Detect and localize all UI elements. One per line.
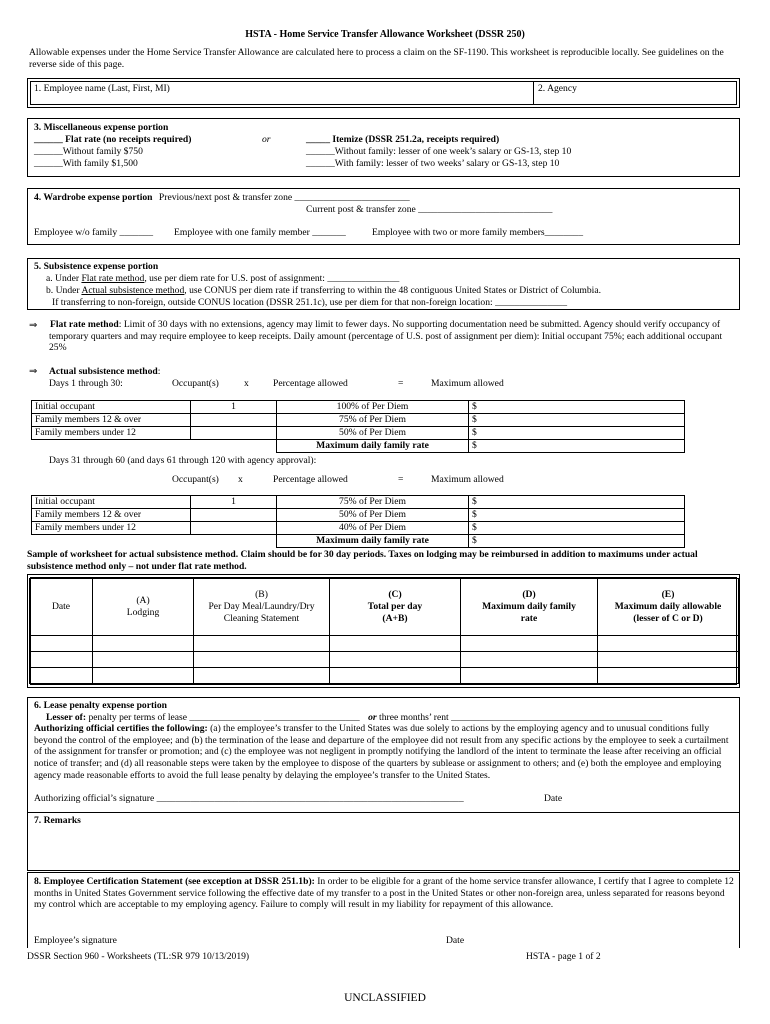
occupant-cell[interactable]: 1	[191, 401, 277, 414]
amount-cell[interactable]: $	[469, 401, 685, 414]
period1-table	[31, 400, 685, 453]
occupants-header: Occupant(s)	[172, 378, 219, 389]
amount-cell[interactable]: $	[469, 509, 685, 522]
itemize-without-option[interactable]: ______Without family: lesser of one week’s salary or GS-13, step 10	[306, 146, 572, 157]
times-header: x	[244, 378, 249, 389]
previous-next-post-field[interactable]: Previous/next post & transfer zone ________________________	[158, 192, 410, 203]
misc-expense-box	[27, 118, 740, 177]
sample-table	[29, 578, 739, 684]
equals-header: =	[398, 378, 404, 389]
actual-method-arrow-icon: ⇒	[29, 366, 38, 377]
table-row: Family members under 12 40% of Per Diem $	[32, 522, 685, 535]
footer-page: HSTA - page 1 of 2	[526, 951, 601, 962]
subsistence-expense-box	[27, 258, 740, 310]
current-post-field[interactable]: Current post & transfer zone ____________________________	[306, 204, 553, 215]
lease-penalty-title: 6. Lease penalty expense portion	[34, 700, 167, 711]
wardrobe-expense-box	[27, 188, 740, 245]
occupant-cell[interactable]	[191, 414, 277, 427]
table-row: Family members under 12 50% of Per Diem $	[32, 427, 685, 440]
percent-header: Percentage allowed	[273, 378, 348, 389]
employee-date-field[interactable]: Date	[446, 935, 465, 946]
remarks-title: 7. Remarks	[34, 815, 81, 826]
amount-cell[interactable]: $	[469, 427, 685, 440]
flat-rate-arrow-icon: ⇒	[29, 320, 38, 331]
table-row: Initial occupant 1 75% of Per Diem $	[32, 496, 685, 509]
table-row[interactable]	[30, 667, 739, 683]
actual-subsistence-line[interactable]: b. Under Actual subsistence method, use CONUS per diem rate if transferring to within the 48 contiguous United States or District of Columbia.	[46, 285, 602, 296]
authorizing-date-field[interactable]: Date	[544, 793, 563, 804]
remarks-box	[27, 812, 740, 871]
sample-note: Sample of worksheet for actual subsistence method. Claim should be for 30 day periods. Taxes on lodging may be reimbursed in addition to maximums under actual subsistence method only – not under flat rate method.	[27, 549, 698, 572]
max-allowed-header: Maximum allowed	[431, 378, 504, 389]
employee-name-field[interactable]	[34, 83, 529, 103]
period2-label: Days 31 through 60 (and days 61 through 120 with agency approval):	[49, 455, 317, 466]
flat-rate-option[interactable]: ______ Flat rate (no receipts required)	[34, 134, 192, 145]
table-row: Maximum daily family rate $	[32, 535, 685, 548]
occupants-header: Occupant(s)	[172, 474, 219, 485]
lodging-column-header: (A) Lodging	[93, 579, 194, 636]
sample-header-row	[30, 579, 739, 636]
times-header: x	[238, 474, 243, 485]
with-family-option[interactable]: ______With family $1,500	[34, 158, 138, 169]
authorizing-certification: Authorizing official certifies the following: (a) the employee’s transfer to the United States was due solely to actions by the employing agency and to unusual conditions fully beyond the control of the employee; and (b) the termination of the lease and departure of the employee did not result from any specific actions by the employee to seek a curtailment of the assignment for transfer or promotion; and (c) the employee was not negligent in promptly notifying the landlord of the intent to terminate the lease after receiving an official notice of transfer; and (d) all reasonable steps were taken by the employee to dispose of the quarters by sublease or assignment to others; and (e) both the employee and employing agency made reasonable efforts to avoid the full lease penalty by delaying the employee’s transfer to the United States.	[34, 723, 729, 781]
employee-wo-family-field[interactable]: Employee w/o family _______	[34, 227, 154, 238]
max-daily-amount-cell[interactable]: $	[469, 535, 685, 548]
occupant-cell[interactable]	[191, 427, 277, 440]
table-row[interactable]	[30, 635, 739, 651]
max-daily-amount-cell[interactable]: $	[469, 440, 685, 453]
agency-label: 2. Agency	[538, 83, 577, 94]
employee-signature-field[interactable]: Employee’s signature	[34, 935, 117, 946]
agency-field[interactable]	[538, 83, 733, 103]
itemize-with-option[interactable]: ______With family: lesser of two weeks’ salary or GS-13, step 10	[306, 158, 560, 169]
max-allowed-header: Maximum allowed	[431, 474, 504, 485]
equals-header: =	[398, 474, 404, 485]
intro-text: Allowable expenses under the Home Service Transfer Allowance are calculated here to process a claim on the SF-1190. This worksheet is reproducible locally. See guidelines on the reverse side of this page.	[29, 47, 724, 70]
lease-penalty-box	[27, 697, 740, 812]
flat-rate-note: Flat rate method: Limit of 30 days with no extensions, agency may limit to fewer days. No supporting documentation need be submitted. Agency should verify occupancy of temporary quarters and may require employee to keep receipts. Daily amount (percentage of U.S. post of assignment per diem): Initial occupant 75%; each additional occupant 25%	[49, 319, 723, 354]
percent-header: Percentage allowed	[273, 474, 348, 485]
flat-rate-line[interactable]: a. Under Flat rate method, use per diem rate for U.S. post of assignment: _______________	[46, 273, 400, 284]
or-text: or	[262, 134, 271, 145]
date-column-header: Date	[30, 579, 93, 636]
max-family-column-header: (D) Maximum daily family rate	[461, 579, 598, 636]
table-row: Family members 12 & over 50% of Per Diem $	[32, 509, 685, 522]
occupant-cell[interactable]: 1	[191, 496, 277, 509]
non-foreign-line[interactable]: If transferring to non-foreign, outside CONUS location (DSSR 251.1c), use per diem for that non-foreign location: _______________	[52, 297, 568, 308]
classification-label: UNCLASSIFIED	[344, 992, 426, 1004]
employee-two-more-field[interactable]: Employee with two or more family members________	[372, 227, 584, 238]
amount-cell[interactable]: $	[469, 522, 685, 535]
employee-certification-box	[27, 872, 740, 948]
amount-cell[interactable]: $	[469, 496, 685, 509]
employee-agency-box	[27, 78, 740, 108]
table-row: Maximum daily family rate $	[32, 440, 685, 453]
occupant-cell[interactable]	[191, 522, 277, 535]
footer-section: DSSR Section 960 - Worksheets (TL:SR 979 10/13/2019)	[27, 951, 250, 962]
lesser-of-line[interactable]: Lesser of: penalty per terms of lease _______________ ____________________ or three months’ rent ____________________________________________	[46, 712, 663, 723]
remarks-input[interactable]	[34, 829, 734, 867]
certification-statement: 8. Employee Certification Statement (see exception at DSSR 251.1b): In order to be eligible for a grant of the home service transfer allowance, I certify that I agree to complete 12 months in United States Government service following the effective date of my transfer to a post in the United States or other non-foreign area, unless separated for reasons beyond my control which are acceptable to my employing agency. Failure to comply will result in my liability for repayment of this allowance.	[34, 876, 734, 911]
period2-table	[31, 495, 685, 548]
table-row: Initial occupant 1 100% of Per Diem $	[32, 401, 685, 414]
subsistence-title: 5. Subsistence expense portion	[34, 261, 159, 272]
employee-name-label: 1. Employee name (Last, First, MI)	[34, 83, 170, 94]
total-column-header: (C) Total per day (A+B)	[330, 579, 461, 636]
actual-method-title: Actual subsistence method:	[49, 366, 161, 377]
without-family-option[interactable]: ______Without family $750	[34, 146, 143, 157]
authorizing-signature-field[interactable]: Authorizing official’s signature ________________________________________________________________	[34, 793, 464, 804]
max-allowable-column-header: (E) Maximum daily allowable (lesser of C or D)	[598, 579, 739, 636]
period1-label: Days 1 through 30:	[49, 378, 123, 389]
page-title: HSTA - Home Service Transfer Allowance Worksheet (DSSR 250)	[245, 29, 525, 40]
occupant-cell[interactable]	[191, 509, 277, 522]
table-row: Family members 12 & over 75% of Per Diem $	[32, 414, 685, 427]
amount-cell[interactable]: $	[469, 414, 685, 427]
meal-column-header: (B) Per Day Meal/Laundry/Dry Cleaning Statement	[194, 579, 330, 636]
employee-one-member-field[interactable]: Employee with one family member _______	[174, 227, 346, 238]
misc-expense-title: 3. Miscellaneous expense portion	[34, 122, 169, 133]
wardrobe-title: 4. Wardrobe expense portion	[34, 192, 153, 203]
table-row[interactable]	[30, 651, 739, 667]
itemize-option[interactable]: _____ Itemize (DSSR 251.2a, receipts required)	[306, 134, 500, 145]
